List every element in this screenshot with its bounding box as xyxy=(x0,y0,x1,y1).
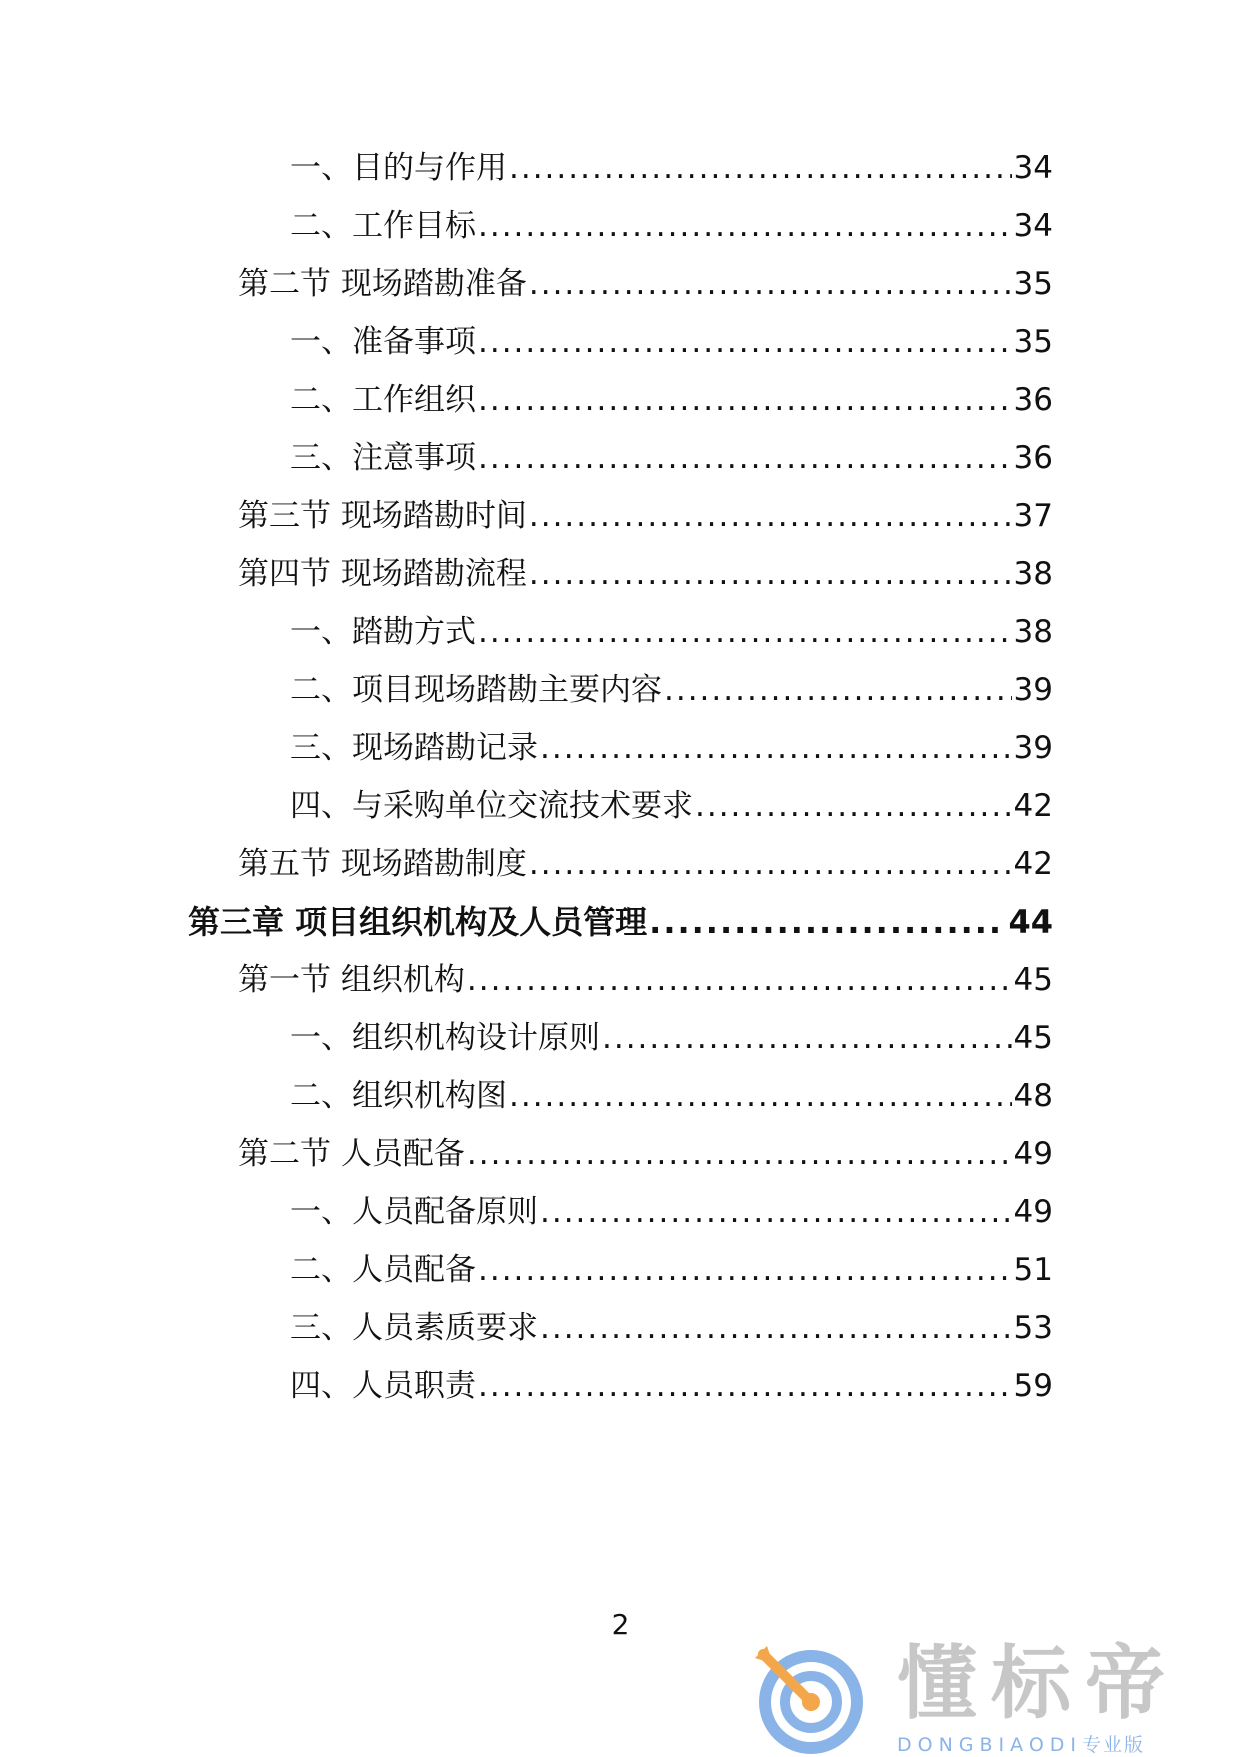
toc-dot-leader xyxy=(540,723,1012,773)
toc-entry[interactable] xyxy=(290,781,1053,831)
toc-entry-title: 第一节 组织机构 xyxy=(238,962,465,998)
toc-entry-page: 49 xyxy=(1013,1136,1053,1172)
watermark-brand: 懂标帝 xyxy=(897,1637,1179,1730)
toc-entry-title: 一、目的与作用 xyxy=(290,150,507,186)
toc-dot-leader xyxy=(529,839,1012,889)
toc-entry-page: 51 xyxy=(1013,1252,1053,1288)
toc-entry-title: 第二节 人员配备 xyxy=(238,1136,465,1172)
toc-entry-page: 34 xyxy=(1013,150,1053,186)
toc-entry-page: 34 xyxy=(1013,208,1053,244)
toc-entry-page: 45 xyxy=(1013,1020,1053,1056)
toc-entry[interactable] xyxy=(290,665,1053,715)
toc-dot-leader xyxy=(529,549,1012,599)
toc-entry[interactable] xyxy=(290,143,1053,193)
toc-entry-page: 44 xyxy=(1008,903,1053,941)
toc-dot-leader xyxy=(478,1361,1012,1411)
toc-dot-leader xyxy=(540,1187,1012,1237)
page-number: 2 xyxy=(611,1608,630,1641)
toc-dot-leader xyxy=(529,259,1012,309)
toc-entry-title: 二、人员配备 xyxy=(290,1252,476,1288)
toc-entry-page: 35 xyxy=(1013,324,1053,360)
toc-entry-title: 四、与采购单位交流技术要求 xyxy=(290,788,693,824)
toc-entry[interactable] xyxy=(290,1187,1053,1237)
toc-entry[interactable] xyxy=(238,259,1053,309)
toc-entry[interactable] xyxy=(238,955,1053,1005)
toc-dot-leader xyxy=(649,897,1006,947)
toc-entry-page: 45 xyxy=(1013,962,1053,998)
toc-dot-leader xyxy=(478,201,1012,251)
toc-entry-title: 一、准备事项 xyxy=(290,324,476,360)
toc-entry-title: 一、人员配备原则 xyxy=(290,1194,538,1230)
toc-entry-title: 第三节 现场踏勘时间 xyxy=(238,498,527,534)
target-arrow-icon xyxy=(745,1636,875,1754)
toc-entry-title: 第四节 现场踏勘流程 xyxy=(238,556,527,592)
toc-dot-leader xyxy=(529,491,1012,541)
toc-entry[interactable] xyxy=(290,375,1053,425)
toc-dot-leader xyxy=(478,317,1012,367)
toc-entry-page: 42 xyxy=(1013,788,1053,824)
watermark-subtitle-latin: DONGBIAODI xyxy=(897,1734,1083,1756)
toc-entry[interactable] xyxy=(238,549,1053,599)
toc-entry-page: 53 xyxy=(1013,1310,1053,1346)
toc-entry[interactable] xyxy=(238,491,1053,541)
toc-entry-title: 四、人员职责 xyxy=(290,1368,476,1404)
toc-entry[interactable] xyxy=(290,317,1053,367)
toc-dot-leader xyxy=(478,1245,1012,1295)
toc-entry-title: 二、工作目标 xyxy=(290,208,476,244)
toc-entry-title: 三、注意事项 xyxy=(290,440,476,476)
toc-entry-page: 49 xyxy=(1013,1194,1053,1230)
toc-entry-page: 35 xyxy=(1013,266,1053,302)
toc-entry-title: 三、人员素质要求 xyxy=(290,1310,538,1346)
toc-dot-leader xyxy=(478,433,1012,483)
toc-dot-leader xyxy=(664,665,1012,715)
toc-entry[interactable] xyxy=(290,607,1053,657)
toc-entry-page: 59 xyxy=(1013,1368,1053,1404)
toc-entry[interactable] xyxy=(290,1013,1053,1063)
toc-entry-page: 48 xyxy=(1013,1078,1053,1114)
toc-entry-page: 36 xyxy=(1013,440,1053,476)
toc-entry-page: 38 xyxy=(1013,556,1053,592)
toc-entry-page: 38 xyxy=(1013,614,1053,650)
toc-dot-leader xyxy=(509,143,1012,193)
toc-chapter-entry[interactable] xyxy=(188,897,1053,947)
toc-entry[interactable] xyxy=(290,723,1053,773)
toc-entry[interactable] xyxy=(290,201,1053,251)
toc-entry[interactable] xyxy=(290,1245,1053,1295)
toc-entry[interactable] xyxy=(290,433,1053,483)
toc-entry-title: 二、组织机构图 xyxy=(290,1078,507,1114)
toc-entry[interactable] xyxy=(238,839,1053,889)
toc-entry[interactable] xyxy=(238,1129,1053,1179)
toc-entry-title: 第五节 现场踏勘制度 xyxy=(238,846,527,882)
toc-entry-page: 37 xyxy=(1013,498,1053,534)
toc-entry-title: 三、现场踏勘记录 xyxy=(290,730,538,766)
toc-entry-page: 39 xyxy=(1013,672,1053,708)
toc-entry-page: 36 xyxy=(1013,382,1053,418)
toc-entry[interactable] xyxy=(290,1303,1053,1353)
toc-dot-leader xyxy=(602,1013,1012,1063)
toc-dot-leader xyxy=(467,955,1012,1005)
toc-dot-leader xyxy=(540,1303,1012,1353)
watermark xyxy=(745,1636,1225,1754)
toc-entry-title: 一、踏勘方式 xyxy=(290,614,476,650)
toc-entry[interactable] xyxy=(290,1071,1053,1121)
toc-entry-title: 第二节 现场踏勘准备 xyxy=(238,266,527,302)
toc-entry-title: 二、工作组织 xyxy=(290,382,476,418)
toc-entry-title: 第三章 项目组织机构及人员管理 xyxy=(188,903,648,941)
toc-dot-leader xyxy=(467,1129,1012,1179)
toc-dot-leader xyxy=(509,1071,1012,1121)
toc-dot-leader xyxy=(478,375,1012,425)
toc-entry-title: 二、项目现场踏勘主要内容 xyxy=(290,672,662,708)
toc-entry-page: 39 xyxy=(1013,730,1053,766)
toc-entry-title: 一、组织机构设计原则 xyxy=(290,1020,600,1056)
toc-dot-leader xyxy=(695,781,1012,831)
watermark-subtitle xyxy=(897,1730,1145,1757)
watermark-edition: 专业版 xyxy=(1082,1734,1146,1756)
toc-entry-page: 42 xyxy=(1013,846,1053,882)
toc-dot-leader xyxy=(478,607,1012,657)
toc-entry[interactable] xyxy=(290,1361,1053,1411)
